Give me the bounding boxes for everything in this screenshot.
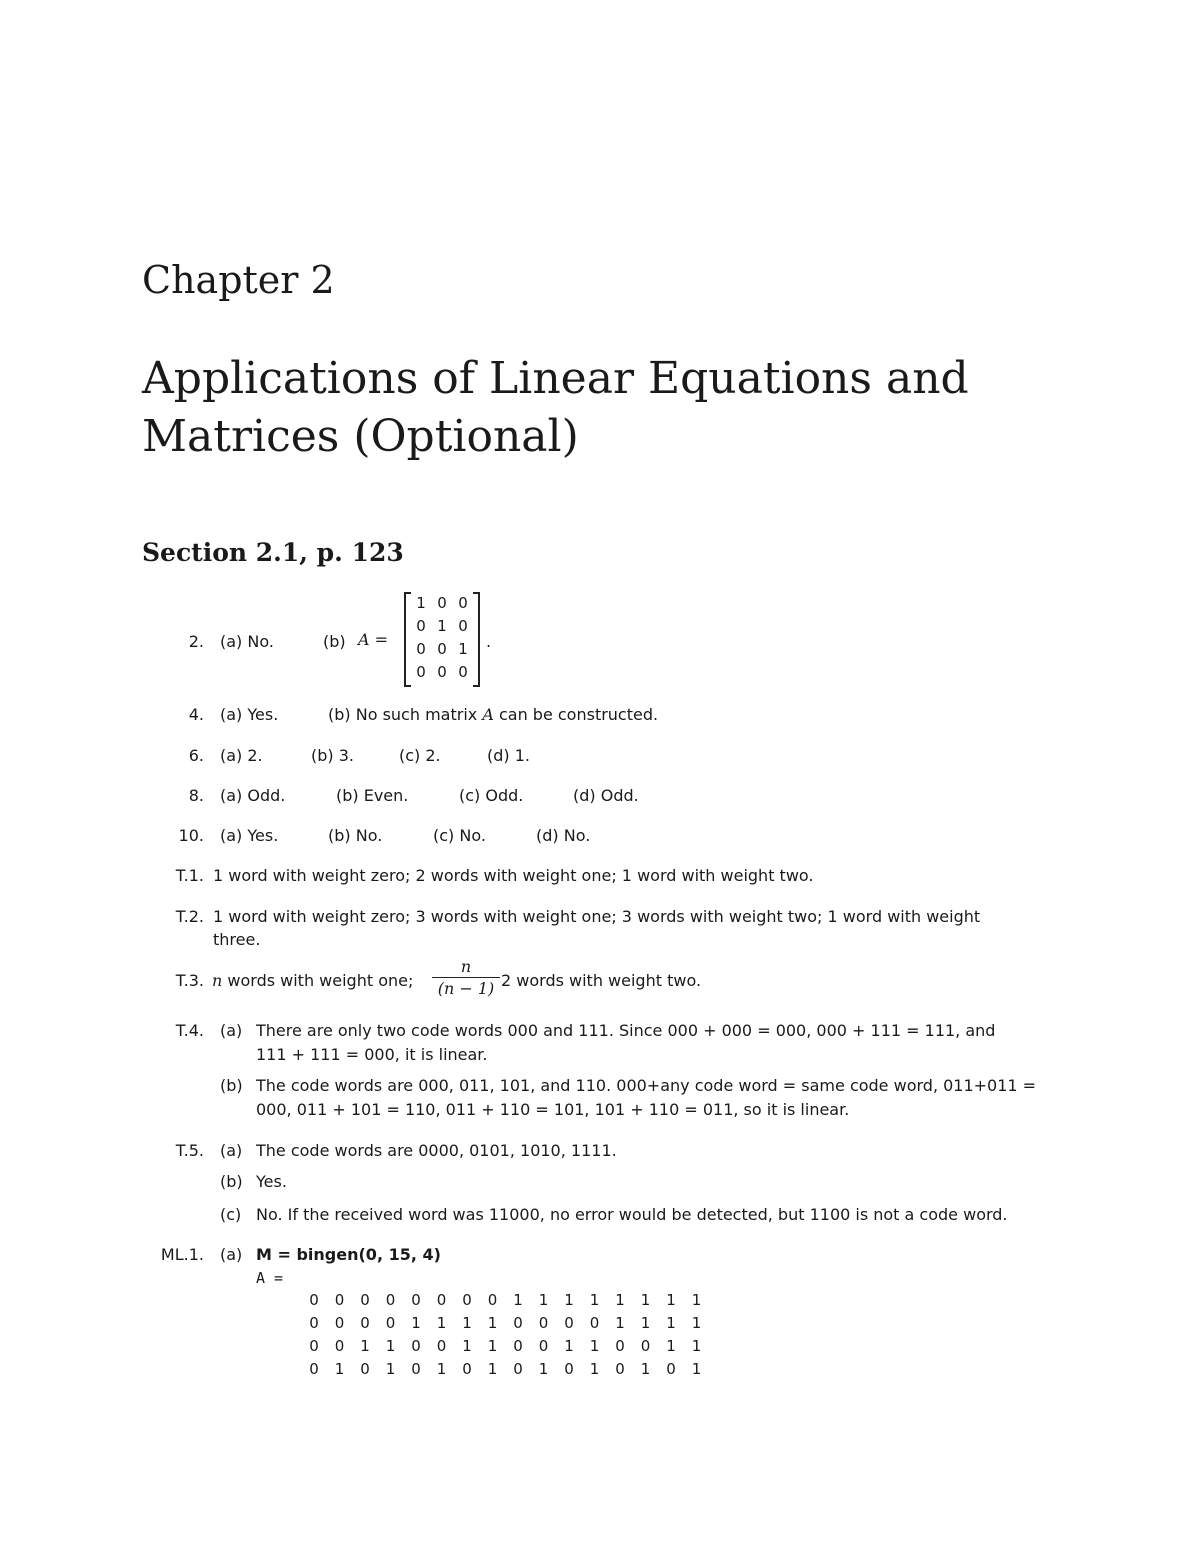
matrix-cell: 1: [589, 1360, 600, 1378]
matrix-cell: 0: [309, 1314, 319, 1332]
matrix-cell: 1: [513, 1291, 523, 1309]
answer-text: 1 word with weight zero; 2 words with weight one; 1 word with weight two.: [213, 866, 814, 885]
question-number: T.3.: [175, 971, 204, 990]
matrix-cell: 0: [360, 1360, 370, 1378]
matrix-cell: 1: [564, 1291, 574, 1309]
answer-matrix: [404, 592, 480, 687]
matrix-cell: 0: [615, 1360, 625, 1378]
matrix-cell: 1: [487, 1314, 498, 1332]
answer-part: (b) Even.: [336, 786, 409, 805]
question-number: 6.: [188, 746, 204, 765]
matrix-cell: 1: [458, 640, 468, 658]
matrix-cell: 1: [487, 1337, 498, 1355]
matrix-cell: 1: [436, 1360, 447, 1378]
matrix-cell: 1: [691, 1291, 702, 1309]
matrix-cell: 0: [437, 594, 447, 612]
answer-part: (d) Odd.: [573, 786, 639, 805]
matrix-cell: 1: [666, 1291, 676, 1309]
answer-part: [328, 705, 658, 724]
matrix-cell: 1: [691, 1337, 702, 1355]
matrix-cell: 1: [334, 1360, 345, 1378]
matrix-cell: 0: [411, 1291, 421, 1309]
answer-part: (a) Yes.: [220, 705, 279, 724]
matrix-cell: 1: [360, 1337, 370, 1355]
answer-text: Yes.: [256, 1172, 287, 1191]
answer-part: (a) 2.: [220, 746, 263, 765]
binary-matrix-output: [306, 1291, 716, 1383]
math-variable: A: [482, 705, 494, 724]
matrix-cell: 1: [385, 1337, 396, 1355]
answer-part: (c) Odd.: [459, 786, 524, 805]
matrix-cell: 1: [666, 1314, 676, 1332]
answer-text: (b) No such matrix: [328, 705, 483, 724]
matrix-cell: 0: [513, 1314, 523, 1332]
answer-text: 000, 011 + 101 = 110, 011 + 110 = 101, 101 + 110 = 011, so it is linear.: [256, 1100, 850, 1119]
matrix-cell: 0: [416, 640, 426, 658]
matrix-cell: 1: [436, 1314, 447, 1332]
part-label: (b): [220, 1172, 243, 1191]
matrix-label-text: A =: [358, 630, 389, 649]
matrix-cell: 1: [437, 617, 447, 635]
question-number: T.5.: [175, 1141, 204, 1160]
matrix-cell: 0: [436, 1337, 447, 1355]
answer-text: The code words are 000, 011, 101, and 110. 000+any code word = same code word, 011+011 =: [256, 1076, 1037, 1095]
part-label: (b): [220, 1076, 243, 1095]
punctuation: .: [486, 632, 492, 651]
matrix-cell: 0: [385, 1314, 396, 1332]
answer-text: [212, 971, 413, 990]
matrix-cell: 1: [691, 1360, 702, 1378]
chapter-title-line-2: Matrices (Optional): [142, 411, 579, 462]
matrix-cell: 0: [538, 1337, 549, 1355]
matrix-cell: 1: [462, 1337, 472, 1355]
question-number: T.2.: [175, 907, 204, 926]
matrix-cell: 0: [436, 1291, 447, 1309]
answer-part: (b) 3.: [311, 746, 354, 765]
math-variable: n: [212, 971, 223, 990]
matrix-cell: 0: [615, 1337, 625, 1355]
matrix-cell: 0: [309, 1360, 319, 1378]
matrix-cell: 0: [334, 1314, 345, 1332]
matrix-cell: 0: [360, 1291, 370, 1309]
matrix-cell: 0: [411, 1337, 421, 1355]
question-number: 10.: [178, 826, 204, 845]
answer-part: (c) No.: [433, 826, 486, 845]
part-label: (a): [220, 1245, 243, 1264]
matrix-cell: 0: [564, 1314, 574, 1332]
question-number: T.4.: [175, 1021, 204, 1040]
chapter-title-line-1: Applications of Linear Equations and: [142, 353, 969, 404]
fraction-numerator-text: n: [460, 957, 472, 976]
matlab-command: M = bingen(0, 15, 4): [256, 1245, 441, 1264]
matrix-cell: 1: [615, 1314, 625, 1332]
matrix-cell: 1: [538, 1360, 549, 1378]
matrix-cell: 1: [385, 1360, 396, 1378]
matrix-cell: 1: [487, 1360, 498, 1378]
answer-part: (d) 1.: [487, 746, 530, 765]
answer-text: 111 + 111 = 000, it is linear.: [256, 1045, 488, 1064]
matrix-label: [358, 630, 388, 649]
matrix-cell: 1: [462, 1314, 472, 1332]
matrix-cell: 0: [360, 1314, 370, 1332]
answer-part: (b): [323, 632, 346, 651]
matrix-bracket-left-bottom: [404, 685, 411, 687]
part-label: (a): [220, 1141, 243, 1160]
answer-text: three.: [213, 930, 261, 949]
matrix-cell: 0: [334, 1337, 345, 1355]
chapter-heading: Chapter 2: [142, 258, 335, 302]
matrix-cell: 0: [589, 1314, 600, 1332]
fraction: [432, 957, 500, 1000]
matrix-cell: 0: [666, 1360, 676, 1378]
matrix-cell: 0: [513, 1360, 523, 1378]
question-number: 8.: [188, 786, 204, 805]
matrix-cell: 1: [411, 1314, 421, 1332]
matrix-cell: 1: [615, 1291, 625, 1309]
matrix-cell: 0: [334, 1291, 345, 1309]
matrix-cell: 0: [487, 1291, 498, 1309]
question-number: ML.1.: [160, 1245, 204, 1264]
matlab-output-label: A =: [256, 1269, 284, 1287]
matrix-cell: 1: [589, 1291, 600, 1309]
part-label: (c): [220, 1205, 242, 1224]
matrix-cell: 0: [411, 1360, 421, 1378]
matrix-bracket-right-bottom: [473, 685, 480, 687]
answer-text-part: words with weight one;: [222, 971, 414, 990]
answer-text: There are only two code words 000 and 111. Since 000 + 000 = 000, 000 + 111 = 111, and: [256, 1021, 996, 1040]
answer-part: (a) Yes.: [220, 826, 279, 845]
matrix-cell: 1: [691, 1314, 702, 1332]
part-label: (a): [220, 1021, 243, 1040]
answer-part: (a) Odd.: [220, 786, 286, 805]
fraction-denominator: [432, 978, 500, 1000]
answer-text: 1 word with weight zero; 3 words with weight one; 3 words with weight two; 1 word with weight: [213, 907, 981, 926]
fraction-numerator: [432, 957, 500, 978]
answer-part: (b) No.: [328, 826, 383, 845]
matrix-cell: 0: [309, 1337, 319, 1355]
matrix-cell: 0: [538, 1314, 549, 1332]
matrix-cell: 1: [416, 594, 426, 612]
section-heading: Section 2.1, p. 123: [142, 538, 404, 567]
matrix-cell: 0: [416, 617, 426, 635]
matrix-cell: 1: [640, 1291, 651, 1309]
matrix-cell: 1: [538, 1291, 549, 1309]
answer-text: 2 words with weight two.: [501, 971, 702, 990]
matrix-cell: 0: [416, 663, 426, 681]
answer-text: No. If the received word was 11000, no error would be detected, but 1100 is not a code word.: [256, 1205, 1008, 1224]
matrix-cell: 0: [513, 1337, 523, 1355]
answer-text: can be constructed.: [493, 705, 659, 724]
matrix-cell: 1: [640, 1314, 651, 1332]
matrix-cell: 0: [462, 1360, 472, 1378]
matrix-cell: 0: [564, 1360, 574, 1378]
matrix-cell: 1: [589, 1337, 600, 1355]
question-number: 4.: [188, 705, 204, 724]
matrix-cell: 0: [640, 1337, 651, 1355]
matrix-cell: 0: [458, 594, 468, 612]
matrix-bracket-right: [478, 592, 480, 687]
matrix-cell: 0: [458, 663, 468, 681]
fraction-denominator-text: (n − 1): [437, 979, 495, 998]
matrix-cell: 1: [640, 1360, 651, 1378]
matrix-cell: 0: [385, 1291, 396, 1309]
matrix-bracket-right-top: [473, 592, 480, 594]
matrix-cell: 0: [437, 640, 447, 658]
matrix-cell: 1: [564, 1337, 574, 1355]
matrix-bracket-left: [404, 592, 406, 687]
matrix-cell: 0: [462, 1291, 472, 1309]
matrix-cell: 0: [309, 1291, 319, 1309]
question-number: T.1.: [175, 866, 204, 885]
answer-part: (d) No.: [536, 826, 591, 845]
matrix-cell: 0: [458, 617, 468, 635]
matrix-cell: 0: [437, 663, 447, 681]
matrix-cell: 1: [666, 1337, 676, 1355]
answer-text: The code words are 0000, 0101, 1010, 1111.: [256, 1141, 617, 1160]
answer-part: (c) 2.: [399, 746, 441, 765]
chapter-title: [142, 350, 969, 466]
answer-part: (a) No.: [220, 632, 274, 651]
question-number: 2.: [188, 632, 204, 651]
